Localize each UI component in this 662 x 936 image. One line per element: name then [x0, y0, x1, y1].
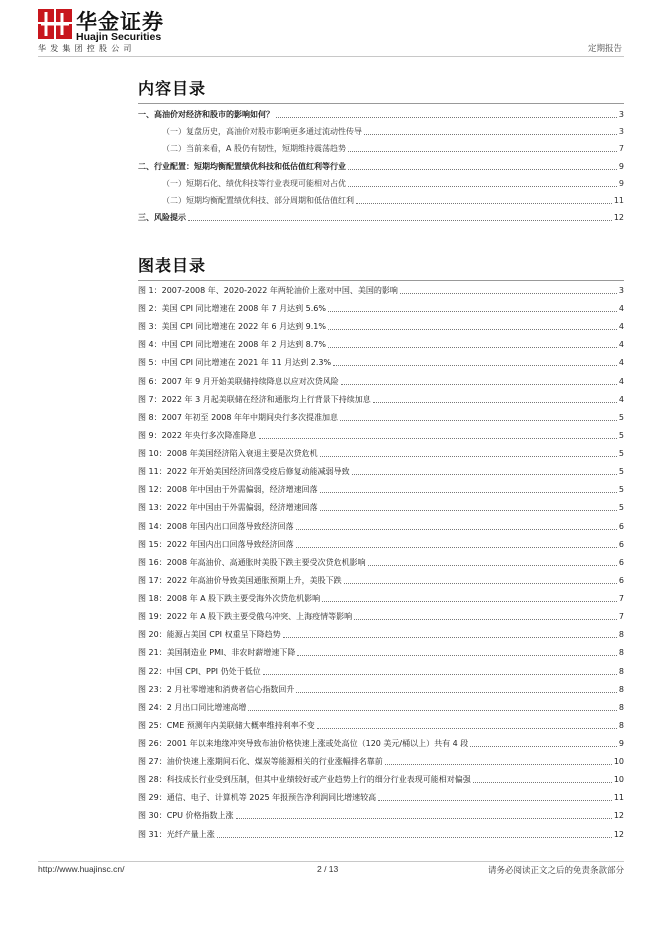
figure-item-page: 8 — [618, 630, 624, 640]
figure-item-text: 图 25：CME 预测年内美联储大概率维持利率不变 — [138, 720, 315, 730]
toc-item-page: 3 — [618, 110, 624, 119]
figure-item[interactable] — [138, 518, 624, 532]
figures-title: 图表目录 — [138, 256, 207, 275]
figure-item[interactable] — [138, 753, 624, 767]
header-divider — [38, 56, 624, 57]
toc-leader-dots — [348, 169, 617, 170]
toc-item-text: （二）当前来看，A 股仍有韧性，短期维持震荡趋势 — [162, 144, 347, 154]
figure-item-page: 10 — [613, 757, 624, 767]
figure-item-page: 5 — [618, 449, 624, 459]
toc-item-page: 11 — [613, 196, 624, 205]
figure-item-page: 12 — [613, 811, 624, 821]
page-header — [0, 0, 662, 60]
figure-item-page: 11 — [613, 793, 624, 803]
toc-item-page: 9 — [618, 178, 624, 188]
toc-title: 内容目录 — [138, 79, 207, 98]
toc-item-page: 3 — [618, 127, 624, 137]
figure-leader-dots — [400, 293, 617, 294]
figure-leader-dots — [373, 402, 617, 403]
figure-leader-dots — [354, 619, 617, 620]
figure-item-page: 5 — [618, 412, 624, 422]
figure-leader-dots — [317, 728, 617, 729]
figure-item-text: 图 3：美国 CPI 同比增速在 2022 年 6 月达到 9.1% — [138, 322, 326, 332]
figure-item[interactable] — [138, 681, 624, 695]
toc-leader-dots — [276, 117, 617, 118]
figure-item[interactable] — [138, 300, 624, 314]
toc-title-divider — [138, 103, 624, 104]
toc-item-text: 一、高油价对经济和股市的影响如何？ — [138, 110, 274, 119]
figure-leader-dots — [248, 710, 617, 711]
figure-leader-dots — [283, 637, 617, 638]
toc-item[interactable] — [138, 158, 624, 172]
logo-subtitle: 华发集团控股公司 — [38, 44, 136, 53]
figure-leader-dots — [378, 800, 612, 801]
figure-leader-dots — [297, 655, 617, 656]
figure-item-text: 图 5：中国 CPI 同比增速在 2021 年 11 月达到 2.3% — [138, 358, 332, 368]
figure-item[interactable] — [138, 663, 624, 677]
figure-item[interactable] — [138, 717, 624, 731]
figure-item[interactable] — [138, 771, 624, 785]
figure-item[interactable] — [138, 608, 624, 622]
toc-item-page: 7 — [618, 144, 624, 154]
footer-divider — [38, 861, 624, 862]
figure-item[interactable] — [138, 626, 624, 640]
figure-item-page: 6 — [618, 521, 624, 531]
figure-item-page: 8 — [618, 720, 624, 730]
figure-item-page: 4 — [618, 394, 624, 404]
toc-item[interactable] — [162, 123, 624, 137]
figure-item-text: 图 4：中国 CPI 同比增速在 2008 年 2 月达到 8.7% — [138, 340, 326, 350]
figure-leader-dots — [259, 438, 617, 439]
figure-item-text: 图 26：2001 年以来地缘冲突导致布油价格快速上涨或处高位（120 美元/桶以上）共有 4 段 — [138, 739, 469, 748]
figure-item-text: 图 14：2008 年国内出口回落导致经济回落 — [138, 521, 294, 531]
figure-item-text: 图 1：2007-2008 年、2020-2022 年两轮油价上涨对中国、美国的影响 — [138, 286, 398, 295]
figure-item-page: 6 — [618, 539, 624, 549]
figure-leader-dots — [320, 456, 617, 457]
figure-item-text: 图 29：通信、电子、计算机等 2025 年报预告净利润同比增速较高 — [138, 793, 377, 803]
figure-leader-dots — [344, 583, 617, 584]
figure-item-page: 8 — [618, 684, 624, 694]
toc-item-text: （二）短期均衡配置绩优科技、部分周期和低估值红利 — [162, 196, 354, 205]
figure-item-text: 图 12：2008 年中国由于外需偏弱，经济增速回落 — [138, 485, 318, 495]
figure-leader-dots — [328, 329, 617, 330]
logo-english-name: Huajin Securities — [76, 31, 162, 43]
figure-item-text: 图 28：科技成长行业受到压制，但其中业绩较好或产业趋势上行的细分行业表现可能相对偏强 — [138, 775, 471, 785]
toc-item-text: （一）复盘历史，高油价对股市影响更多通过流动性传导 — [162, 127, 362, 137]
figure-item-page: 10 — [613, 775, 624, 785]
toc-item-text: 二、行业配置：短期均衡配置绩优科技和低估值红利等行业 — [138, 161, 346, 171]
logo-chinese-name: 华金证券 — [76, 10, 164, 34]
figure-item-text: 图 10：2008 年美国经济陷入衰退主要是次贷危机 — [138, 449, 318, 459]
figure-item-text: 图 22：中国 CPI、PPI 仍处于低位 — [138, 666, 261, 676]
figure-item-page: 8 — [618, 666, 624, 676]
figure-leader-dots — [322, 601, 617, 602]
figure-item[interactable] — [138, 826, 624, 840]
figure-leader-dots — [328, 311, 617, 312]
toc-item[interactable] — [138, 106, 624, 120]
figure-item[interactable] — [138, 590, 624, 604]
toc-item-text: 三、风险提示 — [138, 213, 186, 223]
figure-item-page: 8 — [618, 648, 624, 658]
figure-item-text: 图 31：光纤产量上涨 — [138, 829, 215, 839]
figures-title-divider — [138, 280, 624, 281]
figure-item-page: 5 — [618, 430, 624, 440]
figure-item-text: 图 17：2022 年高油价导致美国通胀预期上升，美股下跌 — [138, 575, 342, 585]
figure-item-page: 4 — [618, 376, 624, 386]
figure-item-page: 7 — [618, 594, 624, 604]
figure-leader-dots — [340, 420, 617, 421]
figure-item-page: 4 — [618, 340, 624, 350]
figure-leader-dots — [320, 510, 617, 511]
report-type-label: 定期报告 — [587, 44, 622, 54]
toc-item[interactable] — [162, 175, 624, 189]
figure-item-text: 图 23：2 月社零增速和消费者信心指数回升 — [138, 684, 295, 694]
figure-leader-dots — [236, 818, 612, 819]
figure-item-text: 图 15：2022 年国内出口回落导致经济回落 — [138, 539, 294, 549]
figure-item[interactable] — [138, 391, 624, 405]
toc-leader-dots — [348, 151, 617, 152]
figure-leader-dots — [328, 347, 617, 348]
figure-item[interactable] — [138, 572, 624, 586]
figure-item-page: 12 — [613, 829, 624, 839]
figure-item-page: 7 — [618, 612, 624, 622]
figure-leader-dots — [385, 764, 612, 765]
figure-item[interactable] — [138, 318, 624, 332]
figure-item[interactable] — [138, 554, 624, 568]
toc-item-page: 9 — [618, 161, 624, 171]
figure-item[interactable] — [138, 789, 624, 803]
figure-leader-dots — [296, 692, 617, 693]
toc-item[interactable] — [162, 192, 624, 206]
figure-item[interactable] — [138, 373, 624, 387]
figure-item[interactable] — [138, 409, 624, 423]
figure-item-text: 图 18：2008 年 A 股下跌主要受海外次贷危机影响 — [138, 594, 321, 604]
toc-leader-dots — [348, 186, 617, 187]
figure-leader-dots — [368, 565, 617, 566]
figure-item-page: 5 — [618, 503, 624, 513]
huajin-logo-icon — [38, 9, 72, 39]
figure-item-text: 图 7：2022 年 3 月起美联储在经济和通胀均上行背景下持续加息 — [138, 394, 371, 404]
figure-item[interactable] — [138, 481, 624, 495]
footer-disclaimer: 请务必阅读正文之后的免责条款部分 — [487, 866, 624, 876]
figure-item-page: 3 — [618, 286, 624, 295]
toc-leader-dots — [188, 220, 612, 221]
figure-item-text: 图 19：2022 年 A 股下跌主要受俄乌冲突、上海疫情等影响 — [138, 612, 353, 622]
toc-item[interactable] — [138, 209, 624, 223]
figure-leader-dots — [296, 547, 617, 548]
toc-item-page: 12 — [613, 213, 624, 223]
figure-leader-dots — [217, 837, 612, 838]
figure-leader-dots — [296, 529, 617, 530]
figure-item-text: 图 8：2007 年初至 2008 年年中期间央行多次提准加息 — [138, 412, 338, 422]
figure-item-page: 4 — [618, 304, 624, 314]
figure-item[interactable] — [138, 336, 624, 350]
figure-leader-dots — [320, 492, 617, 493]
figure-leader-dots — [352, 474, 617, 475]
figure-item[interactable] — [138, 427, 624, 441]
figure-item-text: 图 13：2022 年中国由于外需偏弱，经济增速回落 — [138, 503, 318, 513]
figure-item[interactable] — [138, 282, 624, 296]
figure-leader-dots — [333, 365, 617, 366]
figure-leader-dots — [341, 384, 617, 385]
figure-item[interactable] — [138, 644, 624, 658]
figure-item-text: 图 27：油价快速上涨期间石化、煤炭等能源相关的行业涨幅排名靠前 — [138, 757, 383, 767]
figure-item[interactable] — [138, 807, 624, 821]
figure-item[interactable] — [138, 463, 624, 477]
toc-leader-dots — [356, 203, 612, 204]
figure-item-text: 图 30：CPU 价格指数上涨 — [138, 811, 234, 821]
figure-item[interactable] — [138, 536, 624, 550]
figure-leader-dots — [473, 782, 612, 783]
figure-item-text: 图 11：2022 年开始美国经济回落受疫后修复动能减弱导致 — [138, 467, 350, 477]
figure-item-text: 图 2：美国 CPI 同比增速在 2008 年 7 月达到 5.6% — [138, 304, 326, 314]
figure-item[interactable] — [138, 699, 624, 713]
figure-item[interactable] — [138, 735, 624, 749]
figure-item[interactable] — [138, 354, 624, 368]
toc-leader-dots — [364, 134, 617, 135]
figure-item-text: 图 6：2007 年 9 月开始美联储持续降息以应对次贷风险 — [138, 376, 339, 386]
figure-item-page: 9 — [618, 739, 624, 748]
toc-item-text: （一）短期石化、绩优科技等行业表现可能相对占优 — [162, 178, 346, 188]
figure-leader-dots — [263, 674, 617, 675]
figure-item[interactable] — [138, 445, 624, 459]
figure-item-page: 4 — [618, 322, 624, 332]
figure-item-page: 4 — [618, 358, 624, 368]
figure-item-text: 图 24：2 月出口同比增速高增 — [138, 702, 247, 712]
figure-item-page: 5 — [618, 485, 624, 495]
toc-item[interactable] — [162, 140, 624, 154]
figure-item-text: 图 21：美国制造业 PMI、非农时薪增速下降 — [138, 648, 296, 658]
page-number: 2 / 13 — [317, 864, 339, 874]
footer-url-link[interactable]: http://www.huajinsc.cn/ — [38, 864, 125, 874]
figure-item-page: 6 — [618, 575, 624, 585]
figure-item-page: 6 — [618, 557, 624, 567]
figure-leader-dots — [470, 746, 617, 747]
figure-item-text: 图 20：能源占美国 CPI 权重呈下降趋势 — [138, 630, 281, 640]
figure-item-text: 图 16：2008 年高油价、高通胀时美股下跌主要受次贷危机影响 — [138, 557, 366, 567]
figure-item[interactable] — [138, 499, 624, 513]
figure-item-page: 5 — [618, 467, 624, 477]
figure-item-page: 8 — [618, 702, 624, 712]
figure-item-text: 图 9：2022 年央行多次降准降息 — [138, 430, 257, 440]
